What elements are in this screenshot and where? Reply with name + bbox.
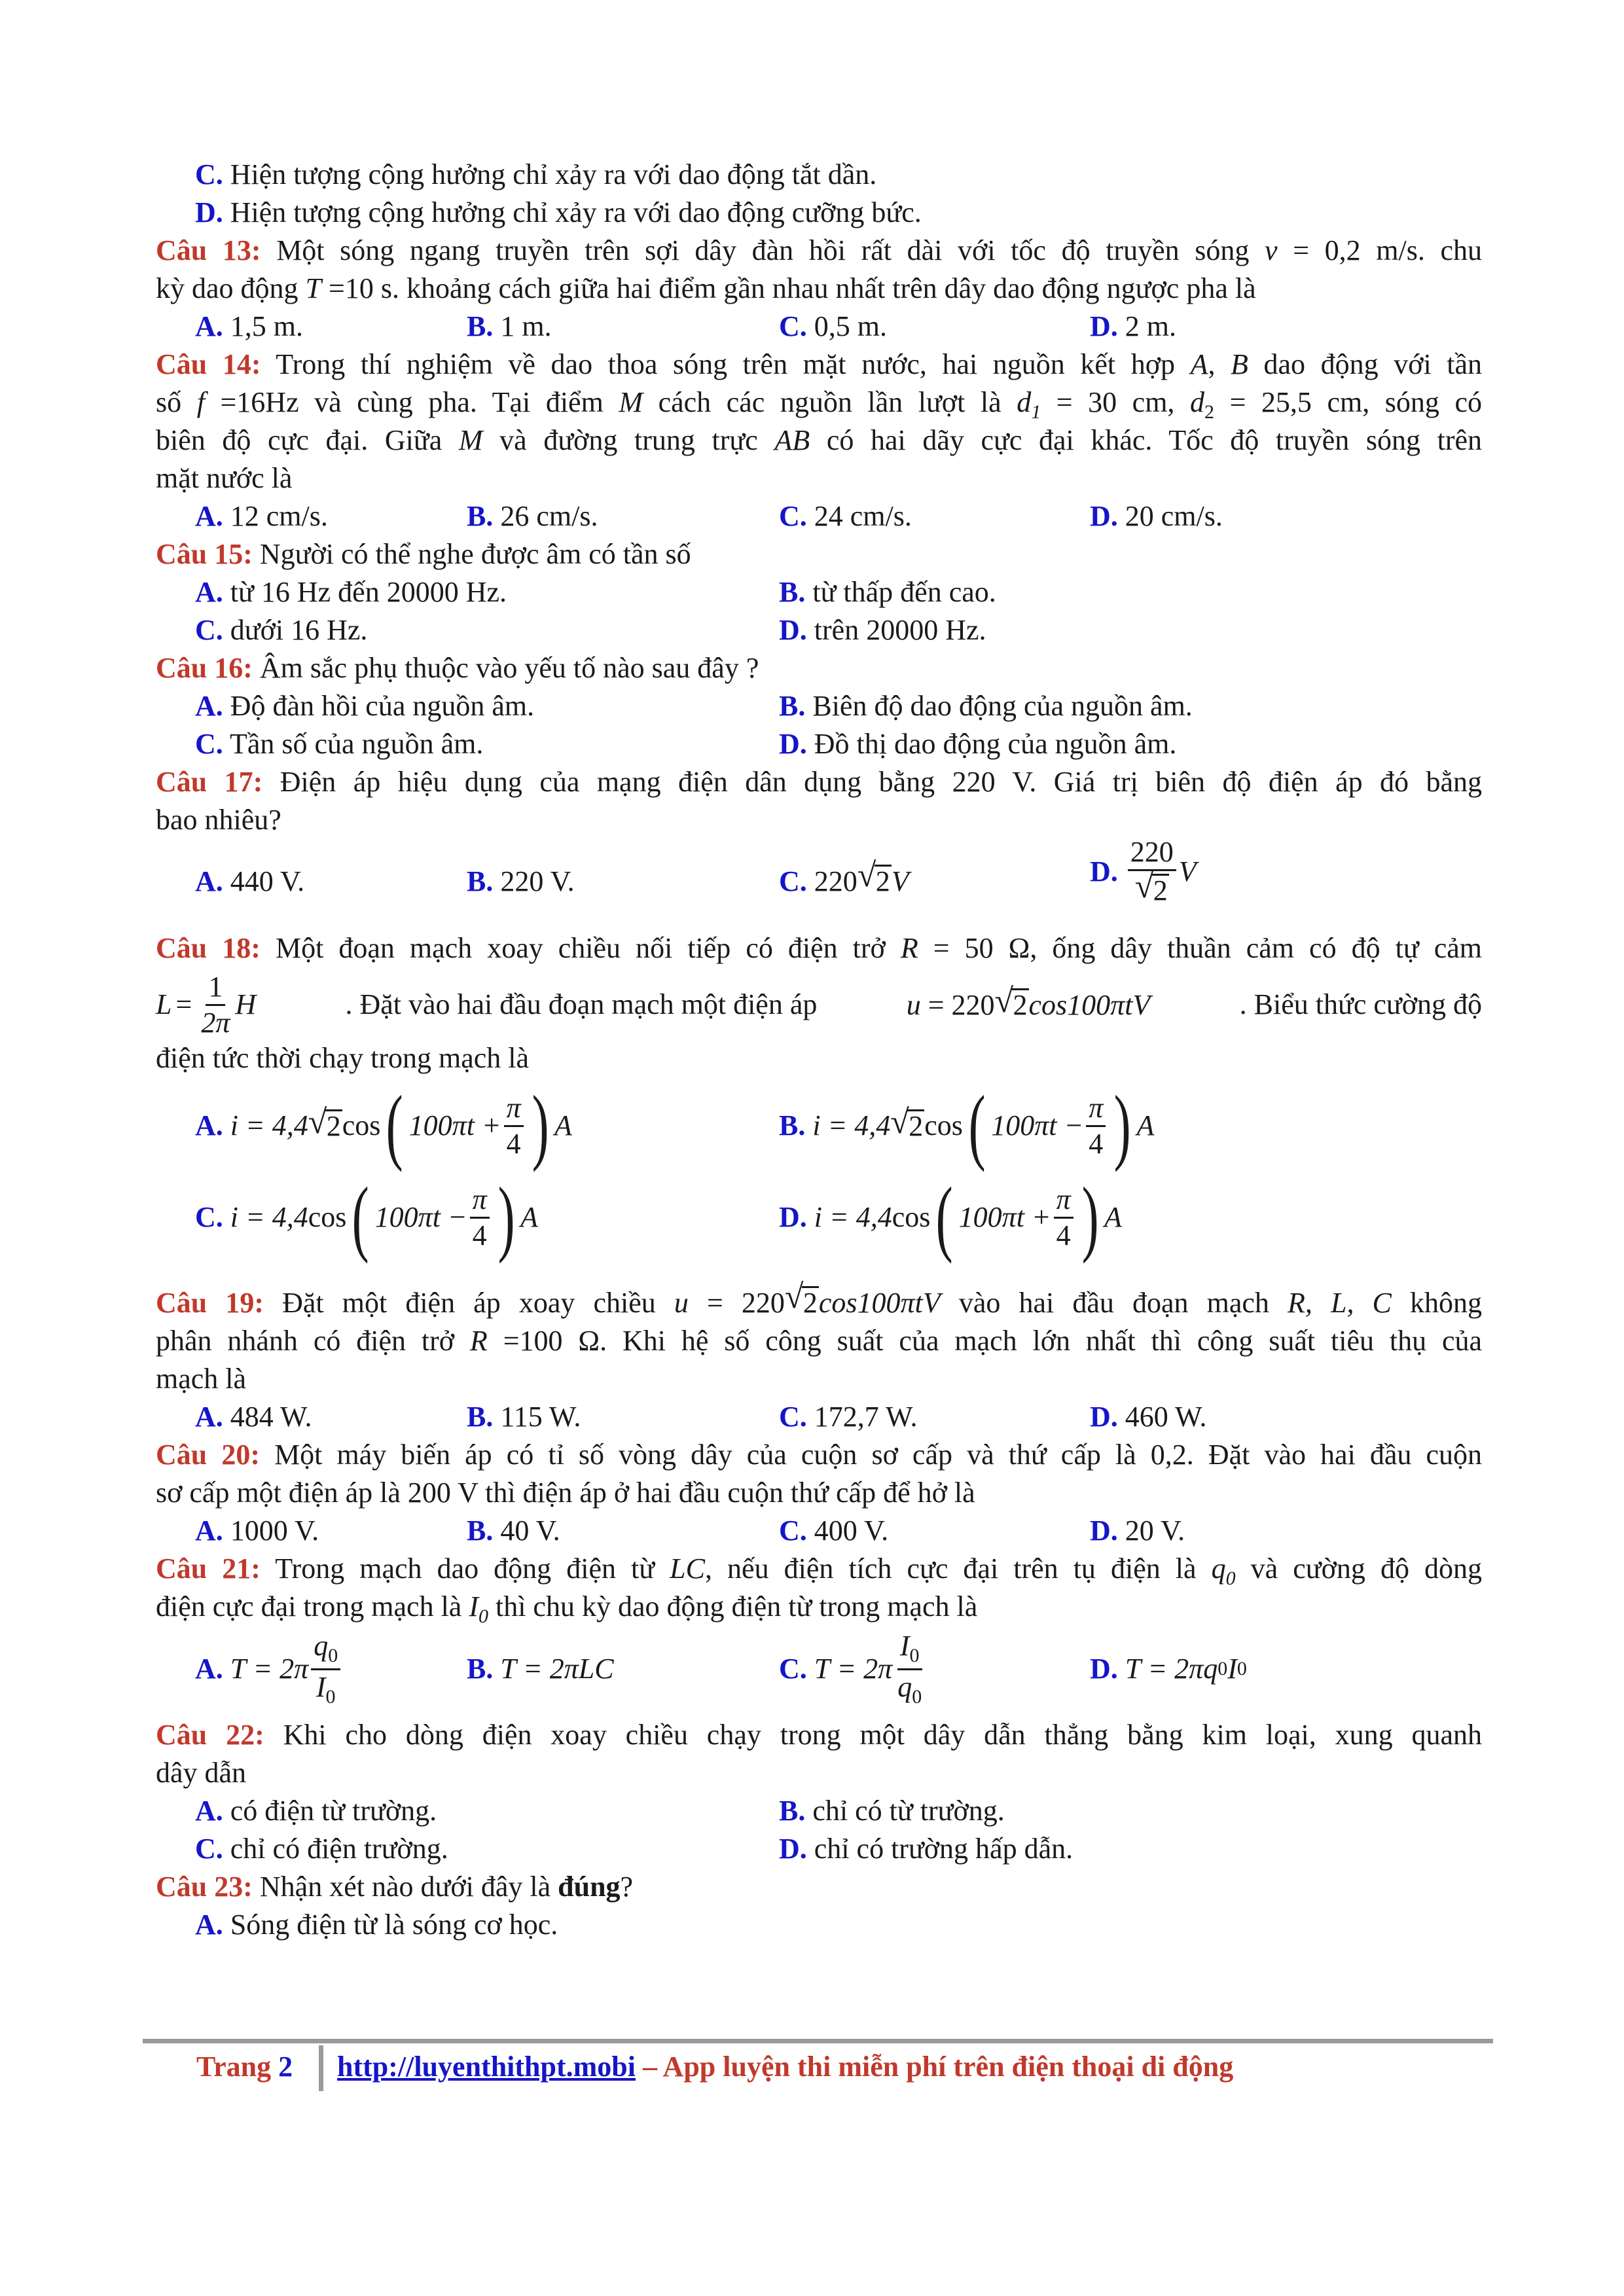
q19-line3: mạch là <box>156 1363 247 1395</box>
q18-line1: Câu 18: Một đoạn mạch xoay chiều nối tiếp có điện trở R = 50 Ω, ống dây thuần cảm có độ tự cảm <box>156 932 1483 964</box>
q17-line1: Câu 17: Điện áp hiệu dụng của mạng điện dân dụng bằng 220 V. Giá trị biên độ điện áp đó bằng <box>156 766 1482 798</box>
q20-option-c: C. 400 V. <box>779 1515 889 1547</box>
q20-line1: Câu 20: Một máy biến áp có tỉ số vòng dây của cuộn sơ cấp và thứ cấp là 0,2. Đặt vào hai đầu cuộn <box>156 1439 1483 1471</box>
q23-line1: Câu 23: Nhận xét nào dưới đây là đúng? <box>156 1871 634 1903</box>
q14-line2: số f =16Hz và cùng pha. Tại điểm M cách các nguồn lần lượt là $d_1 = 30$ cm, $d_2 = 25,5$ cm, sóng có <box>156 386 1483 423</box>
q22-line2: dây dẫn <box>156 1757 247 1789</box>
q22-option-a: A. có điện từ trường. <box>195 1795 437 1827</box>
q22-line1: Câu 22: Khi cho dòng điện xoay chiều chạy trong một dây dẫn thẳng bằng kim loại, xung quanh <box>156 1719 1482 1751</box>
q20-option-d: D. 20 V. <box>1090 1515 1185 1547</box>
q17-option-b: B. 220 V. <box>467 865 575 897</box>
q21-option-d: D. T = 2πq 0 I 0 <box>1090 1653 1247 1685</box>
q16-line1: Câu 16: Âm sắc phụ thuộc vào yếu tố nào sau đây ? <box>156 652 759 684</box>
q19-option-c: C. 172,7 W. <box>779 1401 918 1433</box>
sqrt-symbol: √ 2 <box>857 857 890 897</box>
q21-option-a: A. T = 2π $\frac{q_0}{I_0}$ <box>195 1630 343 1708</box>
q18-label: Câu 18: <box>156 932 261 964</box>
q18-option-d: D. i = 4,4 cos ( 100πt + $\frac{\pi}{4}$ ) A <box>779 1170 1122 1265</box>
q20-option-a: A. 1000 V. <box>195 1515 319 1547</box>
footer-text: http://luyenthithpt.mobi – App luyện thi miễn phí trên điện thoại di động <box>337 2051 1234 2083</box>
q13-option-b: B. 1 m. <box>467 310 552 342</box>
q14-line4: mặt nước là <box>156 462 293 494</box>
q17-option-a: A. 440 V. <box>195 865 305 897</box>
q16-label: Câu 16: <box>156 652 253 684</box>
q13-option-c: C. 0,5 m. <box>779 310 888 342</box>
q13-line1: Câu 13: Một sóng ngang truyền trên sợi dây đàn hồi rất dài với tốc độ truyền sóng v = 0,2 m/s. chu <box>156 234 1483 266</box>
q18-option-b: B. i = 4,4 √ 2 cos ( 100πt − $\frac{\pi}{4}$ ) A <box>779 1079 1155 1173</box>
page-number: Trang 2 <box>196 2051 293 2083</box>
q19-line2: phân nhánh có điện trở R =100 Ω. Khi hệ số công suất của mạch lớn nhất thì công suất tiêu thụ của <box>156 1325 1483 1357</box>
q14-option-d: D. 20 cm/s. <box>1090 500 1223 532</box>
q17-line2: bao nhiêu? <box>156 804 281 836</box>
q20-line2: sơ cấp một điện áp là 200 V thì điện áp ở hai đầu cuộn thứ cấp để hở là <box>156 1477 975 1509</box>
q16-option-d: D. Đồ thị dao động của nguồn âm. <box>779 728 1177 760</box>
q18-option-a: A. i = 4,4 √ 2 cos ( 100πt + $\frac{\pi}{4}$ ) A <box>195 1079 572 1173</box>
q15-line1: Câu 15: Người có thể nghe được âm có tần số <box>156 538 691 570</box>
footer-link[interactable]: http://luyenthithpt.mobi <box>337 2051 636 2083</box>
q22-option-d: D. chỉ có trường hấp dẫn. <box>779 1833 1074 1865</box>
q17-option-d: D. 220 √ 2 V <box>1090 836 1197 906</box>
footer-rule <box>143 2039 1493 2043</box>
q13-option-d: D. 2 m. <box>1090 310 1177 342</box>
q17-option-c: C. 220 √ 2V <box>779 863 909 901</box>
q21-line1: Câu 21: Trong mạch dao động điện từ LC, nếu điện tích cực đại trên tụ điện là $q_0$ và cường độ dòng <box>156 1552 1483 1589</box>
q16-option-a: A. Độ đàn hồi của nguồn âm. <box>195 690 535 722</box>
q20-label: Câu 20: <box>156 1439 260 1471</box>
q21-option-c: C. T = 2π $\frac{I_0}{q_0}$ <box>779 1629 922 1708</box>
q14-option-b: B. 26 cm/s. <box>467 500 598 532</box>
footer-separator <box>319 2045 323 2091</box>
q18-option-c: C. i = 4,4 cos ( 100πt − $\frac{\pi}{4}$ ) A <box>195 1170 538 1265</box>
q19-line1: Câu 19: Đặt một điện áp xoay chiều u = 220 √ 2cos100πtV vào hai đầu đoạn mạch R, L, C không <box>156 1278 1483 1319</box>
q15-option-c: C. dưới 16 Hz. <box>195 614 368 646</box>
q18-line3: điện tức thời chạy trong mạch là <box>156 1042 530 1074</box>
q13-line2: kỳ dao động T =10 s. khoảng cách giữa hai điểm gần nhau nhất trên dây dao động ngược pha là <box>156 272 1256 304</box>
q19-option-b: B. 115 W. <box>467 1401 581 1433</box>
q14-label: Câu 14: <box>156 348 261 380</box>
q15-option-d: D. trên 20000 Hz. <box>779 614 986 646</box>
q14-line3: biên độ cực đại. Giữa M và đường trung trực AB có hai dãy cực đại khác. Tốc độ truyền sóng trên <box>156 424 1483 456</box>
q15-option-a: A. từ 16 Hz đến 20000 Hz. <box>195 576 507 608</box>
q21-line2: điện cực đại trong mạch là $I_0$ thì chu kỳ dao động điện từ trong mạch là <box>156 1590 978 1627</box>
q19-label: Câu 19: <box>156 1287 264 1319</box>
q21-label: Câu 21: <box>156 1552 261 1585</box>
q15-option-b: B. từ thấp đến cao. <box>779 576 996 608</box>
q15-label: Câu 15: <box>156 538 253 570</box>
q19-option-a: A. 484 W. <box>195 1401 312 1433</box>
q12-option-c: C. Hiện tượng cộng hưởng chỉ xảy ra với dao động tắt dần. <box>195 158 877 190</box>
q22-option-b: B. chỉ có từ trường. <box>779 1795 1005 1827</box>
q18-line2: L = $\frac{1}{2\pi}$ H . Đặt vào hai đầu đoạn mạch một điện áp u = 220 √ 2cos100πtV . Biểu thức cường độ <box>156 970 1482 1039</box>
q16-option-b: B. Biên độ dao động của nguồn âm. <box>779 690 1193 722</box>
q13-label: Câu 13: <box>156 234 261 266</box>
q19-option-d: D. 460 W. <box>1090 1401 1207 1433</box>
q16-option-c: C. Tần số của nguồn âm. <box>195 728 484 760</box>
q21-option-b: B. T = 2πLC <box>467 1653 614 1685</box>
q14-option-c: C. 24 cm/s. <box>779 500 912 532</box>
q22-option-c: C. chỉ có điện trường. <box>195 1833 448 1865</box>
q12-option-d: D. Hiện tượng cộng hưởng chỉ xảy ra với dao động cưỡng bức. <box>195 196 922 228</box>
q20-option-b: B. 40 V. <box>467 1515 560 1547</box>
q17-label: Câu 17: <box>156 766 263 798</box>
q13-option-a: A. 1,5 m. <box>195 310 304 342</box>
q22-label: Câu 22: <box>156 1719 264 1751</box>
fraction: 220 √ 2 <box>1128 838 1176 906</box>
q14-option-a: A. 12 cm/s. <box>195 500 328 532</box>
fraction: $\frac{1}{2\pi}$ <box>201 970 230 1039</box>
q23-option-a: A. Sóng điện từ là sóng cơ học. <box>195 1909 558 1941</box>
q23-label: Câu 23: <box>156 1871 253 1903</box>
q14-line1: Câu 14: Trong thí nghiệm về dao thoa sóng trên mặt nước, hai nguồn kết hợp A, B dao động với tần <box>156 348 1483 380</box>
